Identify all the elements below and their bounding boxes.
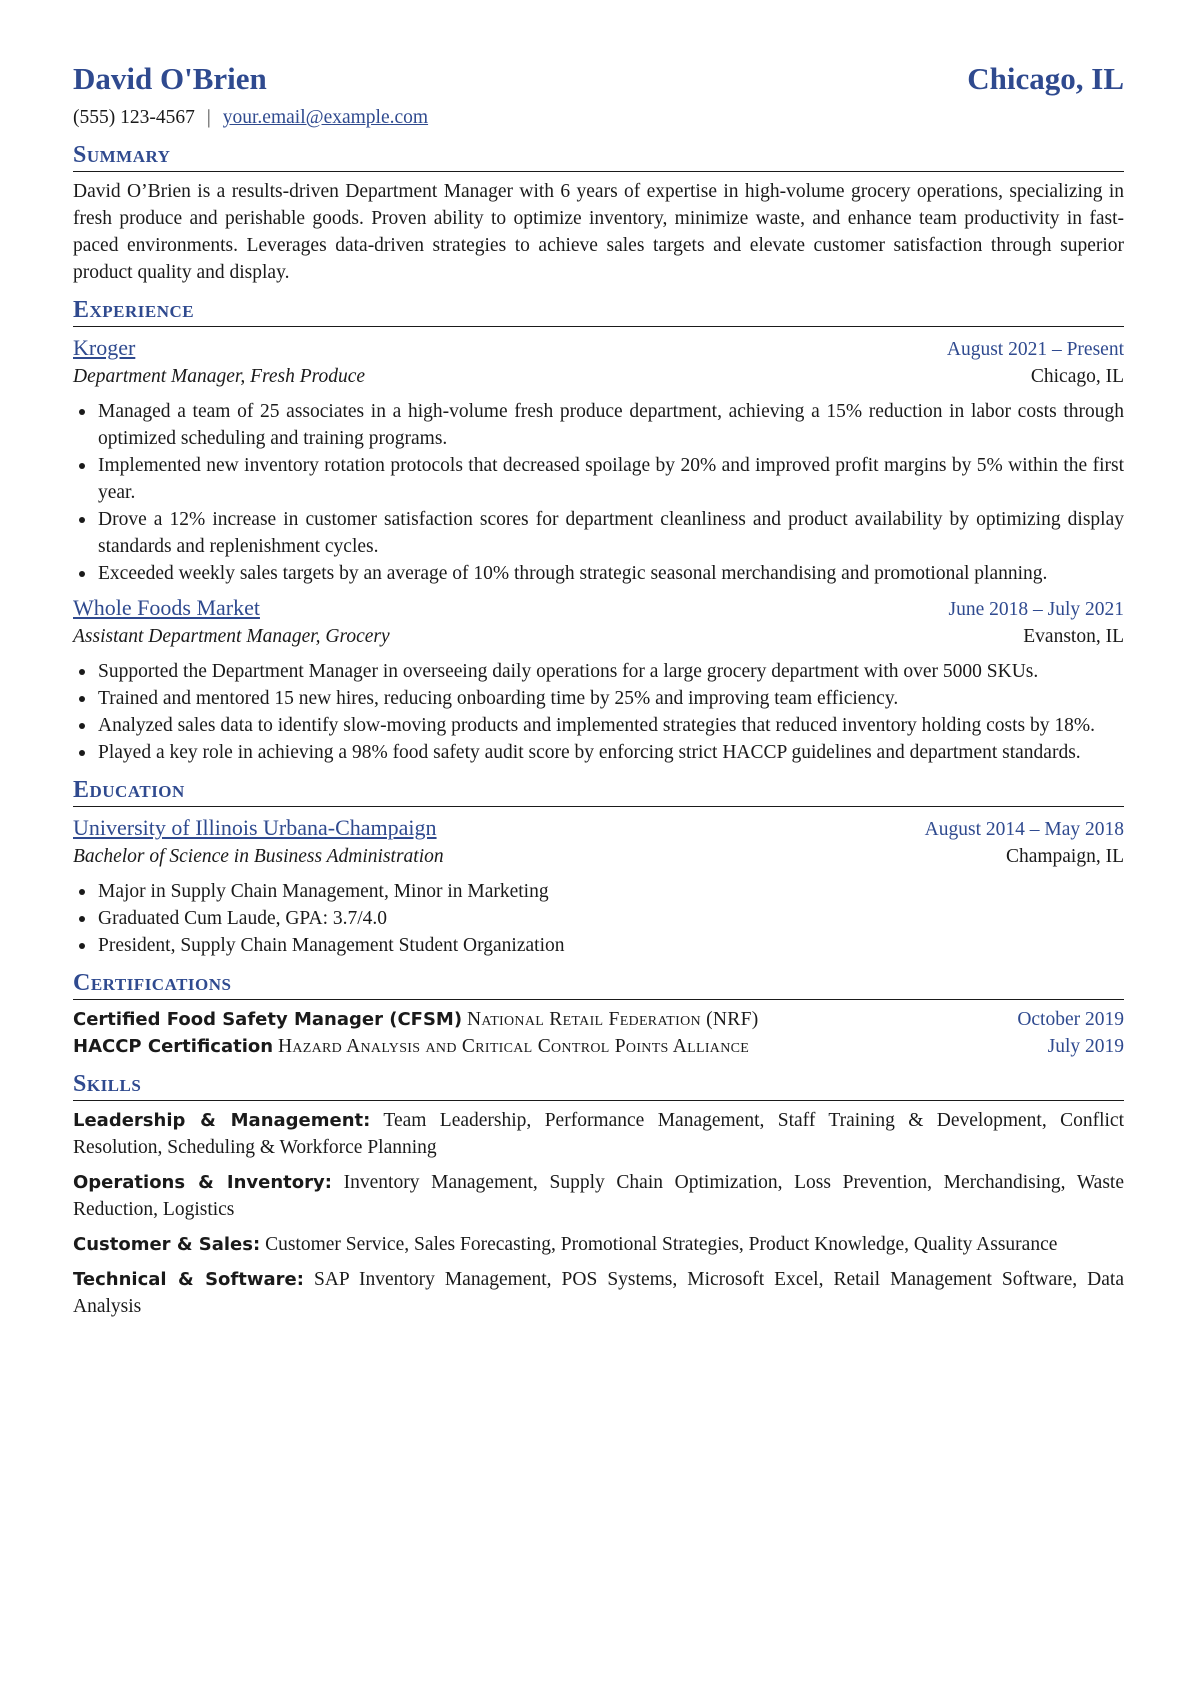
skill-category: Technical & Software: <box>73 1269 304 1290</box>
resume-page <box>73 60 1124 1328</box>
certification-issuer: Hazard Analysis and Critical Control Points Alliance <box>277 1036 750 1057</box>
experience-entry <box>73 593 1124 766</box>
candidate-name: David O'Brien <box>73 61 267 96</box>
skill-group <box>73 1107 1124 1161</box>
job-location: Evanston, IL <box>1023 626 1124 647</box>
contact-separator: | <box>206 107 211 128</box>
school-link[interactable]: University of Illinois Urbana-Champaign <box>73 815 437 840</box>
candidate-location: Chicago, IL <box>967 61 1124 96</box>
list-item: Trained and mentored 15 new hires, reducing onboarding time by 25% and improving team efficiency. <box>98 685 1124 712</box>
skill-group <box>73 1231 1124 1258</box>
list-item: Played a key role in achieving a 98% food safety audit score by enforcing strict HACCP guidelines and department standards. <box>98 739 1124 766</box>
email-link[interactable]: your.email@example.com <box>222 107 429 128</box>
skill-items: Customer Service, Sales Forecasting, Promotional Strategies, Product Knowledge, Quality Assurance <box>265 1234 1058 1255</box>
summary-text: David O’Brien is a results-driven Department Manager with 6 years of expertise in high-volume grocery operations, specializing in fresh produce and perishable goods. Proven ability to optimize inventory, minimize waste, and enhance team productivity in fast-paced environments. Leverages data-driven strategies to achieve sales targets and elevate customer satisfaction through superior product quality and display. <box>73 181 1124 283</box>
school-location: Champaign, IL <box>1005 846 1124 867</box>
skill-items: Team Leadership, Performance Management, Staff Training & Development, Conflict Resolution, Scheduling & Workforce Planning <box>73 1110 1124 1158</box>
experience-entry <box>73 333 1124 587</box>
job-title: Assistant Department Manager, Grocery <box>73 626 390 647</box>
section-title-summary: Summary <box>73 141 1124 172</box>
section-title-experience: Experience <box>73 296 1124 327</box>
job-title: Department Manager, Fresh Produce <box>73 366 366 387</box>
achievement-list <box>73 658 1124 766</box>
certification-date: July 2019 <box>1047 1036 1124 1057</box>
list-item: Implemented new inventory rotation protocols that decreased spoilage by 20% and improved profit margins by 5% within the first year. <box>98 452 1124 506</box>
employment-dates: August 2021 – Present <box>946 339 1124 360</box>
skill-category: Customer & Sales: <box>73 1234 261 1255</box>
contact-line <box>73 104 1124 131</box>
list-item: Managed a team of 25 associates in a high-volume fresh produce department, achieving a 15% reduction in labor costs through optimized scheduling and training programs. <box>98 398 1124 452</box>
certification-list <box>73 1006 1124 1060</box>
skill-items: SAP Inventory Management, POS Systems, Microsoft Excel, Retail Management Software, Data Analysis <box>73 1269 1124 1317</box>
certification-row <box>73 1033 1124 1060</box>
job-location: Chicago, IL <box>1030 366 1124 387</box>
list-item: Graduated Cum Laude, GPA: 3.7/4.0 <box>98 905 1124 932</box>
employment-dates: June 2018 – July 2021 <box>948 599 1124 620</box>
list-item: Supported the Department Manager in overseeing daily operations for a large grocery department with over 5000 SKUs. <box>98 658 1124 685</box>
certification-date: October 2019 <box>1017 1009 1124 1030</box>
skill-group <box>73 1169 1124 1223</box>
list-item: Drove a 12% increase in customer satisfaction scores for department cleanliness and product availability by optimizing display standards and replenishment cycles. <box>98 506 1124 560</box>
certification-row <box>73 1006 1124 1033</box>
resume-header <box>73 60 1124 98</box>
list-item: Analyzed sales data to identify slow-moving products and implemented strategies that reduced inventory holding costs by 18%. <box>98 712 1124 739</box>
skill-items: Inventory Management, Supply Chain Optimization, Loss Prevention, Merchandising, Waste Reduction, Logistics <box>73 1172 1125 1220</box>
section-title-certifications: Certifications <box>73 969 1124 1000</box>
employer-link[interactable]: Whole Foods Market <box>73 595 260 620</box>
phone-number: (555) 123-4567 <box>73 107 195 128</box>
education-entry <box>73 813 1124 959</box>
certification-issuer: National Retail Federation (NRF) <box>466 1009 759 1030</box>
list-item: Exceeded weekly sales targets by an average of 10% through strategic seasonal merchandising and promotional planning. <box>98 560 1124 587</box>
certification-name: Certified Food Safety Manager (CFSM) <box>73 1009 463 1030</box>
section-title-skills: Skills <box>73 1070 1124 1101</box>
skill-category: Operations & Inventory: <box>73 1172 332 1193</box>
skill-category: Leadership & Management: <box>73 1110 371 1131</box>
skill-group <box>73 1266 1124 1320</box>
section-title-education: Education <box>73 776 1124 807</box>
certification-name: HACCP Certification <box>73 1036 274 1057</box>
education-dates: August 2014 – May 2018 <box>924 819 1124 840</box>
achievement-list <box>73 398 1124 587</box>
list-item: President, Supply Chain Management Student Organization <box>98 932 1124 959</box>
skills-list <box>73 1107 1124 1320</box>
list-item: Major in Supply Chain Management, Minor in Marketing <box>98 878 1124 905</box>
employer-link[interactable]: Kroger <box>73 335 136 360</box>
education-details-list <box>73 878 1124 959</box>
degree: Bachelor of Science in Business Administration <box>73 846 444 867</box>
